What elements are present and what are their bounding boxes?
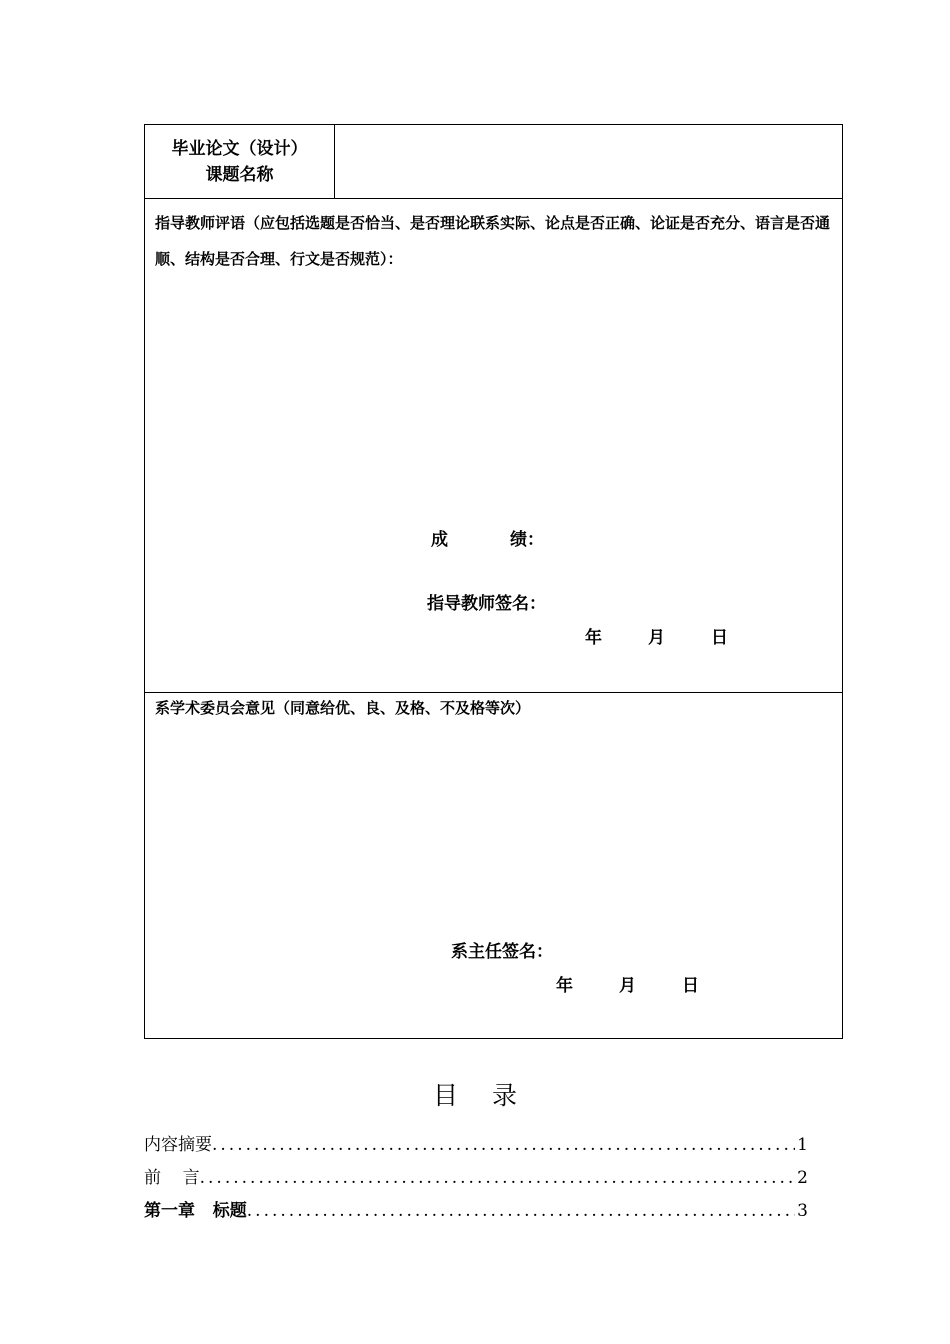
- advisor-date-year: 年: [585, 628, 602, 648]
- toc-entry-label: 内容摘要: [144, 1135, 212, 1155]
- title-row: [145, 125, 842, 199]
- toc-title: [0, 1076, 950, 1112]
- review-form-table: [144, 124, 843, 1039]
- grade-label-left: 成: [431, 530, 448, 550]
- dept-head-signature-label: 系主任签名：: [451, 942, 553, 962]
- thesis-title-label-line2: 课题名称: [205, 164, 274, 185]
- toc-entry[interactable]: [144, 1163, 808, 1196]
- committee-section: [145, 693, 842, 1038]
- grade-label-right: 绩：: [510, 530, 544, 550]
- toc-leader-dots: [200, 1168, 796, 1188]
- advisor-comment-section: [145, 199, 842, 693]
- grade-line: [431, 525, 544, 550]
- toc-entry-page: 1: [797, 1135, 808, 1155]
- advisor-date-day: 日: [711, 628, 728, 648]
- thesis-title-field[interactable]: [335, 125, 842, 198]
- toc-entry[interactable]: [144, 1130, 808, 1163]
- advisor-date-month: 月: [648, 628, 665, 648]
- committee-prompt: 系学术委员会意见（同意给优、良、及格、不及格等次）: [155, 699, 531, 717]
- advisor-comment-prompt: 指导教师评语（应包括选题是否恰当、是否理论联系实际、论点是否正确、论证是否充分、语言是否通顺、结构是否合理、行文是否规范）：: [155, 214, 831, 268]
- advisor-signature-label: 指导教师签名：: [427, 594, 546, 614]
- advisor-date-line: [585, 623, 728, 648]
- toc-title-left: 目: [432, 1081, 458, 1110]
- toc-entry-page: 2: [797, 1168, 808, 1188]
- toc-leader-dots: [212, 1135, 795, 1155]
- toc-entry-page: 3: [797, 1201, 808, 1221]
- toc-entry[interactable]: [144, 1196, 808, 1229]
- thesis-title-label-line1: 毕业论文（设计）: [171, 138, 308, 159]
- toc-entry-label: 前 言: [144, 1168, 200, 1188]
- dept-date-year: 年: [556, 976, 573, 996]
- toc-title-right: 录: [492, 1081, 518, 1110]
- toc-entry-label: 第一章 标题: [144, 1201, 247, 1221]
- dept-date-line: [556, 971, 699, 996]
- toc-list: [144, 1130, 808, 1229]
- dept-date-day: 日: [682, 976, 699, 996]
- dept-date-month: 月: [619, 976, 636, 996]
- toc-leader-dots: [247, 1201, 795, 1221]
- thesis-title-label: [145, 125, 335, 198]
